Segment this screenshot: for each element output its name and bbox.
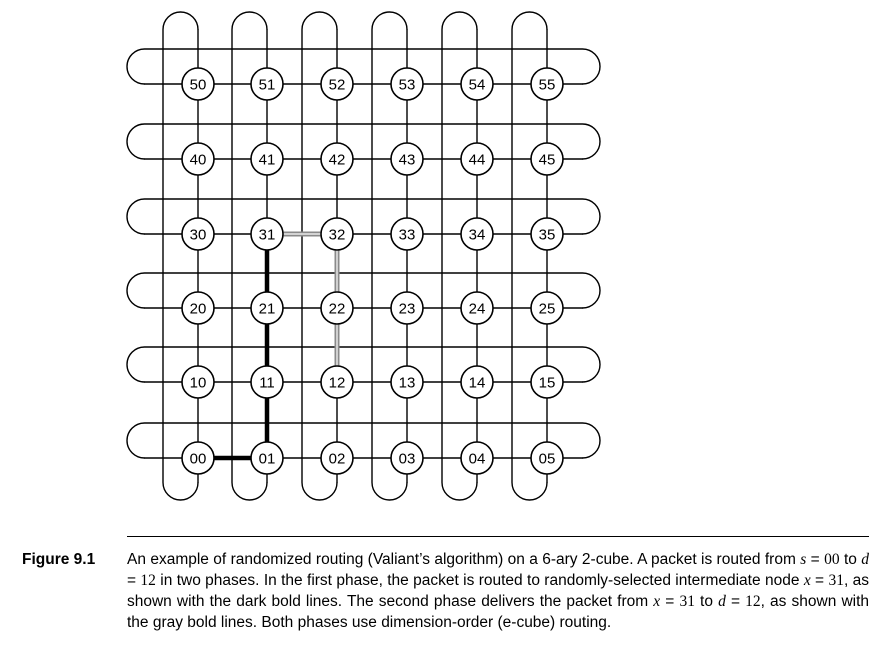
node-21 [251, 292, 283, 324]
node-label: 52 [328, 76, 346, 94]
node-55 [531, 68, 563, 100]
node-label: 34 [468, 226, 486, 244]
caption-math-num: 31 [828, 572, 844, 589]
node-label: 43 [398, 151, 416, 169]
node-label: 10 [189, 374, 207, 392]
node-label: 02 [328, 450, 346, 468]
caption-text-run: in two phases. In the first phase, the packet is routed to randomly-selected intermediate node [155, 572, 804, 589]
node-51 [251, 68, 283, 100]
node-45 [531, 143, 563, 175]
node-label: 25 [538, 300, 556, 318]
node-label: 53 [398, 76, 416, 94]
node-label: 35 [538, 226, 556, 244]
node-label: 54 [468, 76, 486, 94]
figure-caption [127, 549, 869, 633]
caption-math-num: 31 [679, 593, 695, 610]
node-label: 12 [328, 374, 346, 392]
node-label: 40 [189, 151, 207, 169]
caption-math-var: s [800, 551, 807, 568]
node-54 [461, 68, 493, 100]
node-12 [321, 366, 353, 398]
node-43 [391, 143, 423, 175]
node-50 [182, 68, 214, 100]
node-24 [461, 292, 493, 324]
routing-paths [198, 234, 337, 458]
node-14 [461, 366, 493, 398]
node-03 [391, 442, 423, 474]
node-15 [531, 366, 563, 398]
node-label: 20 [189, 300, 207, 318]
node-20 [182, 292, 214, 324]
node-label: 24 [468, 300, 486, 318]
node-label: 55 [538, 76, 556, 94]
node-41 [251, 143, 283, 175]
node-label: 30 [189, 226, 207, 244]
caption-text-run: to [839, 551, 862, 568]
node-40 [182, 143, 214, 175]
node-label: 21 [258, 300, 276, 318]
node-44 [461, 143, 493, 175]
node-label: 04 [468, 450, 486, 468]
node-52 [321, 68, 353, 100]
caption-text-run: = [810, 572, 829, 589]
caption-math-var: x [803, 572, 811, 589]
node-label: 14 [468, 374, 486, 392]
caption-divider [127, 536, 869, 537]
node-label: 13 [398, 374, 416, 392]
caption-text-run: = [806, 551, 825, 568]
node-label: 33 [398, 226, 416, 244]
caption-math-var: d [861, 551, 870, 568]
node-22 [321, 292, 353, 324]
node-label: 22 [328, 300, 346, 318]
node-label: 44 [468, 151, 486, 169]
node-11 [251, 366, 283, 398]
caption-text-run: An example of randomized routing (Valiant’s algorithm) on a 6-ary 2-cube. A packet is routed from [127, 551, 801, 568]
node-32 [321, 218, 353, 250]
node-label: 00 [189, 450, 207, 468]
figure-label: Figure 9.1 [22, 551, 96, 568]
node-label: 23 [398, 300, 416, 318]
node-23 [391, 292, 423, 324]
node-label: 51 [258, 76, 276, 94]
node-00 [182, 442, 214, 474]
caption-text-run: , as shown with the gray bold lines. Both phases use dimension-order (e-cube) routing. [127, 593, 870, 631]
node-label: 15 [538, 374, 556, 392]
node-label: 42 [328, 151, 346, 169]
node-label: 11 [259, 374, 275, 392]
node-34 [461, 218, 493, 250]
node-label: 45 [538, 151, 556, 169]
node-25 [531, 292, 563, 324]
caption-math-num: 12 [140, 572, 156, 589]
node-31 [251, 218, 283, 250]
caption-math-num: 00 [824, 551, 840, 568]
node-10 [182, 366, 214, 398]
node-30 [182, 218, 214, 250]
caption-text-run: = [127, 572, 141, 589]
caption-text-run: , as shown with the dark bold lines. The second phase delivers the packet from [127, 572, 870, 610]
caption-math-var: d [718, 593, 726, 610]
node-05 [531, 442, 563, 474]
node-label: 50 [189, 76, 207, 94]
node-42 [321, 143, 353, 175]
caption-math-num: 12 [745, 593, 761, 610]
node-35 [531, 218, 563, 250]
node-label: 31 [258, 226, 276, 244]
caption-text-run: = [725, 593, 746, 610]
node-label: 05 [538, 450, 556, 468]
node-label: 03 [398, 450, 416, 468]
node-label: 41 [258, 151, 276, 169]
node-04 [461, 442, 493, 474]
caption-text-run: = [660, 593, 680, 610]
node-02 [321, 442, 353, 474]
caption-text-run: to [694, 593, 719, 610]
node-label: 32 [328, 226, 346, 244]
node-label: 01 [258, 450, 276, 468]
node-33 [391, 218, 423, 250]
node-01 [251, 442, 283, 474]
node-13 [391, 366, 423, 398]
node-53 [391, 68, 423, 100]
caption-math-var: x [653, 593, 661, 610]
